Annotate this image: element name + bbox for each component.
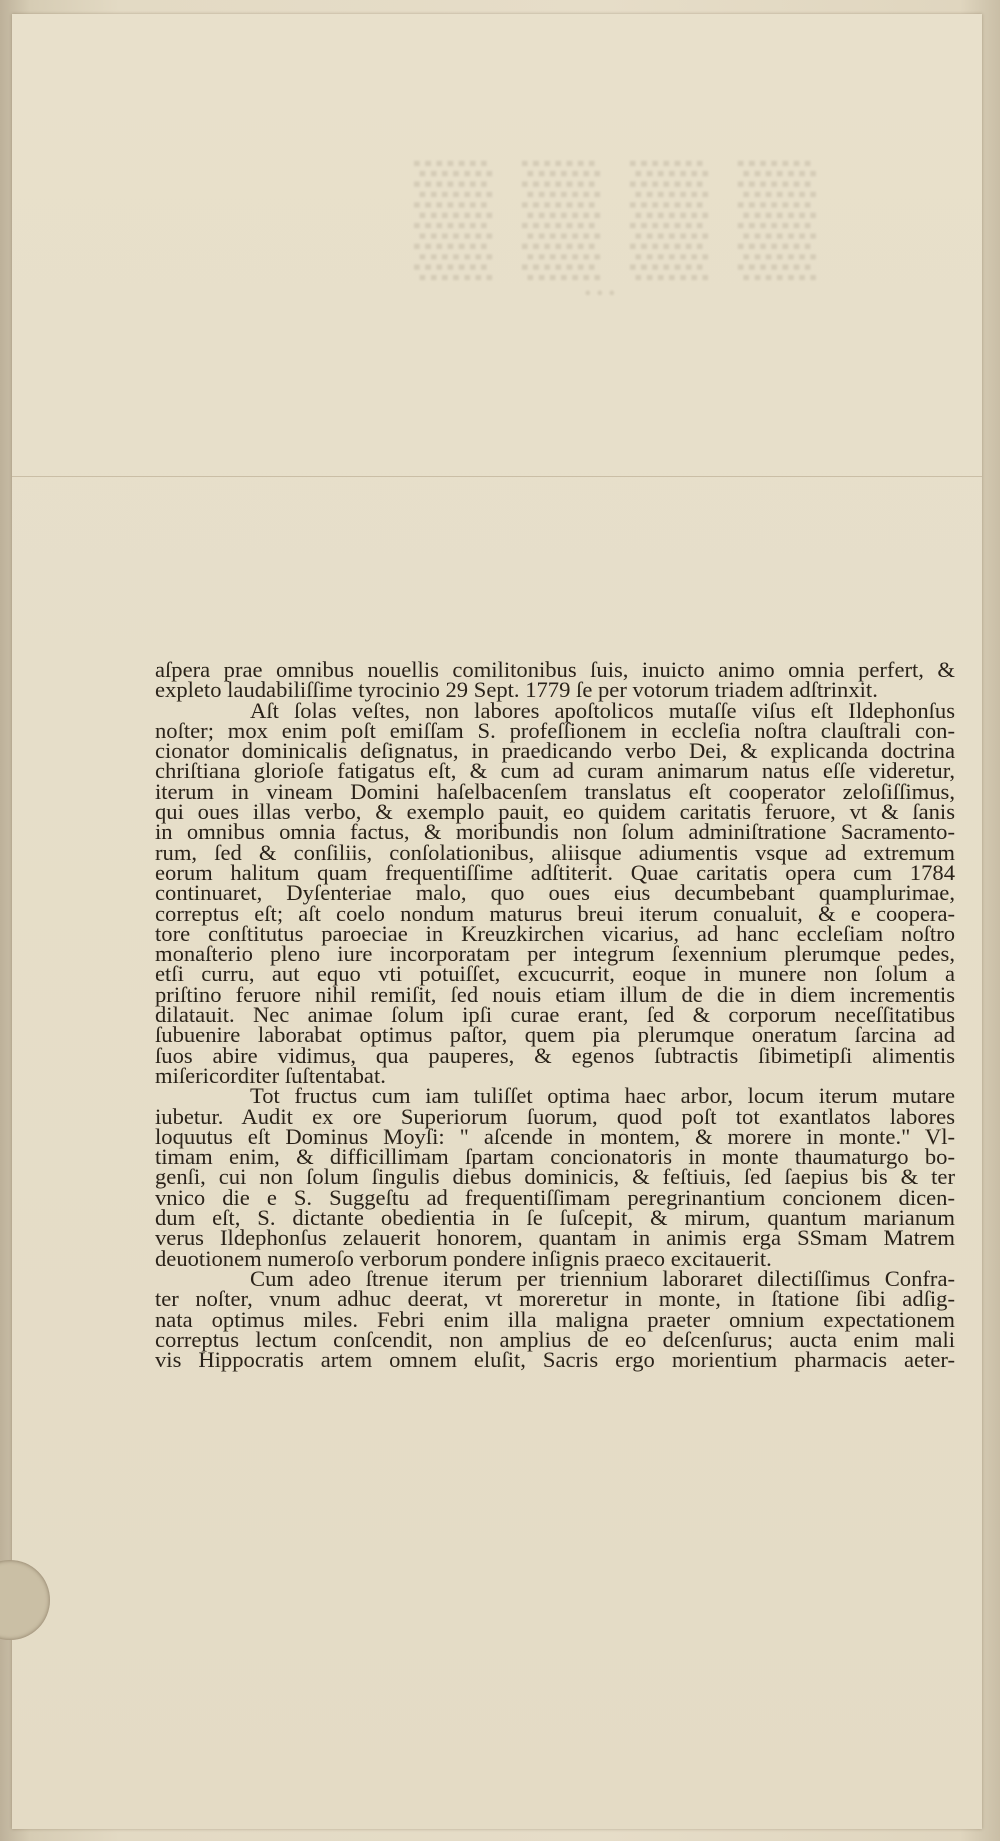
text-line: cionator dominicalis deſignatus, in praedicando verbo Dei, & explicanda doctrina	[155, 738, 955, 764]
text-line: correptus eſt; aſt coelo nondum maturus breui iterum conualuit, & e coopera-	[155, 900, 955, 926]
text-line: priſtino feruore nihil remiſit, ſed nouis etiam illum de die in diem incrementis	[155, 981, 955, 1007]
text-line: correptus lectum conſcendit, non amplius de eo deſcenſurus; aucta enim mali	[155, 1326, 955, 1352]
text-line: ter noſter, vnum adhuc deerat, vt moreretur in monte, in ſtatione ſibi adſig-	[155, 1286, 955, 1312]
text-line: dum eſt, S. dictante obedientia in ſe ſuſcepit, & mirum, quantum marianum	[155, 1205, 955, 1231]
paragraph	[155, 1265, 955, 1373]
text-line: continuaret, Dyſenteriae malo, quo oues eius decumbebant quamplurimae,	[155, 880, 955, 906]
text-line: deuotionem numeroſo verborum pondere inſignis praeco excitauerit.	[155, 1245, 772, 1271]
text-line: nata optimus miles. Febri enim illa maligna praeter omnium expectationem	[155, 1306, 955, 1332]
show-through-bleed: ▒▒▒▒ • • •	[384, 154, 816, 305]
text-line: rum, ſed & conſiliis, conſolationibus, aliisque adiumentis vsque ad extremum	[155, 839, 955, 865]
text-line: expleto laudabiliſſime tyrocinio 29 Sept. 1779 ſe per votorum triadem adſtrinxit.	[155, 677, 878, 703]
text-line: dilatauit. Nec animae ſolum ipſi curae erant, ſed & corporum neceſſitatibus	[155, 1002, 955, 1028]
text-line: genſi, cui non ſolum ſingulis diebus dominicis, & feſtiuis, ſed ſaepius bis & ter	[155, 1164, 955, 1190]
text-line: timam enim, & difficillimam ſpartam concionatoris in monte thaumaturgo bo-	[155, 1144, 955, 1170]
text-line: monaſterio pleno iure incorporatam per integrum ſexennium plerumque pedes,	[155, 941, 955, 967]
text-line: eorum halitum quam frequentiſſime adſtiterit. Quae caritatis opera cum 1784	[155, 859, 955, 885]
text-line: vis Hippocratis artem omnem eluſit, Sacris ergo morientium pharmacis aeter-	[155, 1347, 955, 1373]
text-line: aſpera prae omnibus nouellis comilitonibus ſuis, inuicto animo omnia perfert, &	[155, 657, 955, 682]
text-line: Aſt ſolas veſtes, non labores apoſtolicos mutaſſe viſus eſt Ildephonſus	[250, 697, 955, 723]
text-line: loquutus eſt Dominus Moyſi: " aſcende in montem, & morere in monte." Vl-	[155, 1123, 955, 1149]
text-line: Cum adeo ſtrenue iterum per triennium laboraret dilectiſſimus Confra-	[250, 1265, 955, 1291]
text-line: etſi curru, aut equo vti potuiſſet, excucurrit, eoque in munere non ſolum a	[155, 961, 955, 987]
text-line: tore conſtitutus paroeciae in Kreuzkirchen vicarius, ad hanc eccleſiam noſtro	[155, 920, 955, 946]
text-line: verus Ildephonſus zelauerit honorem, quantam in animis erga SSmam Matrem	[155, 1225, 955, 1251]
text-line: miſericorditer ſuſtentabat.	[155, 1062, 386, 1088]
text-line: Tot fructus cum iam tuliſſet optima haec arbor, locum iterum mutare	[250, 1083, 955, 1109]
fold-line	[12, 476, 982, 477]
paragraph	[155, 1083, 955, 1271]
text-line: qui oues illas verbo, & exemplo pauit, eo quidem caritatis feruore, vt & ſanis	[155, 799, 955, 825]
text-line: chriſtiana glorioſe fatigatus eſt, & cum ad curam animarum natus eſſe videretur,	[155, 758, 955, 784]
text-line: iterum in vineam Domini haſelbacenſem translatus eſt cooperator zeloſiſſimus,	[155, 778, 955, 804]
text-line: vnico die e S. Suggeſtu ad frequentiſſimam peregrinantium concionem dicen-	[155, 1184, 955, 1210]
body-text	[155, 657, 955, 1373]
text-line: ſuos abire vidimus, qua pauperes, & egenos ſubtractis ſibimetipſi alimentis	[155, 1042, 955, 1068]
text-line: in omnibus omnia factus, & moribundis non ſolum adminiſtratione Sacramento-	[155, 819, 955, 845]
text-line: noſter; mox enim poſt emiſſam S. profeſſionem in eccleſia noſtra clauſtrali con-	[155, 717, 955, 743]
text-line: ſubuenire laborabat optimus paſtor, quem pia plerumque oneratum ſarcina ad	[155, 1022, 955, 1048]
text-line: iubetur. Audit ex ore Superiorum ſuorum, quod poſt tot exantlatos labores	[155, 1103, 955, 1129]
fragment-paragraph	[155, 657, 955, 703]
paragraph	[155, 697, 955, 1088]
